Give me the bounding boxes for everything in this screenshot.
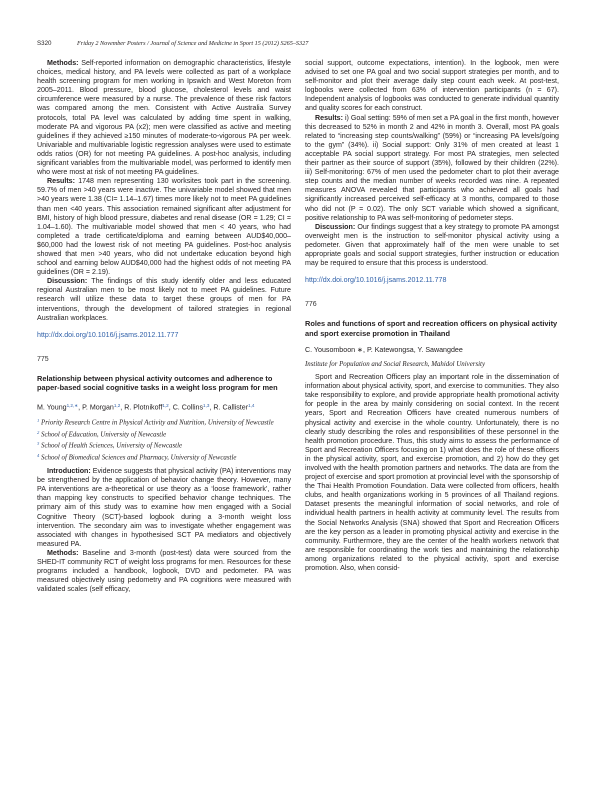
running-head (37, 40, 563, 48)
results-text: 1748 men representing 130 worksites took part in the screening. 59.7% of men >40 years were inactive. The univariable model showed that men >40 years were 1.38 (CI= 1.14–1.67) times more likely not to meet PA guidelines than men <40 years. This association remained significant after adjustment for BMI, history of high blood pressure, diabetes and renal disease (OR = 1.29; CI = 1.04–1.60). The multivariable model showed that men < 40 years, who had completed a trade certificate/diploma and earning between AUD$40,000–$60,000 had the lowest risk of not meeting PA guidelines. Post-hoc analysis showed that men >40 years, who did not undertake education beyond high school and earning below AUD$40,000 had the highest odds of not meeting PA guidelines (OR = 2.19). (37, 177, 291, 277)
journal-citation: Friday 2 November Posters / Journal of Science and Medicine in Sport 15 (2012) S265–S327 (77, 40, 309, 47)
discussion-paragraph-775 (305, 223, 559, 268)
abstract-number-775: 775 (37, 355, 49, 363)
continued-paragraph: social support, outcome expectations, intention). In the logbook, men were advised to set one PA goal and two social support strategies per month, and to self-monitor and plot their average daily step count each week. At post-test, logbooks were collected from 63% of intervention participants (n = 67). Independent analysis of logbooks was conducted to generate individual quantity and quality scores for each construct. (305, 59, 559, 113)
discussion-text-775: Our findings suggest that a key strategy to promote PA amongst overweight men is the instruction to self-monitor physical activity using a pedometer. Given that approximately half of the men were unable to set appropriate goals and social support strategies, further instruction or education may be required to ensure that this process is understood. (305, 222, 559, 268)
left-column (37, 59, 291, 594)
abstract-body-776: Sport and Recreation Officers play an important role in the dissemination of information about physical activity, sport, and exercise to communities. They also take responsibility to explore, and provide appropriate health promotional activity for people in the area by mainly considering on social context. In the recent years, Sport and Recreation Officers have created numerous numbers of physical activity and exercise in the whole country. Unfortunately, there is no clearly study describing the roles and responsibilities of these personnel in the health promotion procedure. Thus, this study aims to assess the performance of Sport and Recreation Officers focusing on 1) what does the role of these officers in the physical activity, sport, and exercise promotion, and 2) how do they get involved with the health promotion partners and networks. The data are from the project of exercise and sport promotion at provincial level with the sponsorship of the Thai Health Promotion Foundation. Data were collected from officers, health clubs, and health organizations working in 5 provinces of all Thailand regions. Dataset presents the meaningful information of social networks, and role of individual health partners in health activity at community level. The results from the Social Networks Analysis (SNA) showed that Sport and Recreation Officers are the key person as a leader in promoting physical activity and exercise in the community. Furthermore, they are the center of the health workers network that are responsible for coordinating the work ties and maintaining the relationship among organizations related to the physical activity, sport and exercise promotion. Also, when consid- (305, 373, 559, 573)
discussion-paragraph (37, 277, 291, 322)
author-name: P. Morgan (82, 403, 114, 412)
discussion-label-775: Discussion: (315, 222, 356, 231)
abstract-title-776: Roles and functions of sport and recreation officers on physical activity and sport exercise promotion in Thailand (305, 319, 558, 338)
affiliation-item: $^4$ School of Biomedical Sciences and Pharmacy, University of Newcastle (37, 452, 237, 462)
page-number: S320 (37, 40, 52, 47)
author-name: R. Callister (213, 403, 249, 412)
author-name: M. Young (37, 403, 67, 412)
affiliation-item: $^2$ School of Education, University of Newcastle (37, 429, 167, 439)
author-affiliation-marker[interactable]: 1,4 (248, 402, 255, 408)
abstract-title-775: Relationship between physical activity outcomes and adherence to paper-based social cognitive tasks in a weight loss program for men (37, 373, 278, 393)
author-list-775: M. Young$^{1,2,∗}$, P. Morgan$^{1,2}$, R. Plotnikoff$^{1,2}$, C. Collins$^{1,3}$, R. Callister$^{1,4}$ (37, 402, 255, 412)
author-name: C. Collins (172, 403, 204, 412)
discussion-label: Discussion: (47, 277, 88, 286)
author-affiliation-marker[interactable]: 1,2,∗ (66, 402, 79, 408)
results-text-775: i) Goal setting: 59% of men set a PA goal in the first month, however this decreased to 52% in month 2 and 42% in month 3. Overall, most PA goals related to “increasing step counts/walking” (59%) or “increasing PA levels/going to the gym” (34%). ii) Social support: Only 31% of men created at least 1 acceptable PA social support strategy. For most PA strategies, men selected their partner as their source of support (35%), followed by their children (22%). iii) Self-monitoring: 67% of men used the pedometer chart to plot their average step counts and the median number of weeks recorded was nine. A repeated measures ANOVA revealed that participants who achieved all goals had significantly increased perceived self-efficacy at 3 months, compared to those who did not (P = 0.02). The only SCT variable which showed a significant, positive relationship to PA was self-monitoring of pedometer steps. (305, 113, 559, 222)
doi-link-777[interactable]: http://dx.doi.org/10.1016/j.jsams.2012.11.777 (37, 330, 179, 339)
author-affiliation-marker[interactable]: 1,3 (203, 402, 210, 408)
affiliation-item: $^3$ School of Health Sciences, University of Newcastle (37, 441, 183, 450)
methods-text: Self-reported information on demographic characteristics, lifestyle choices, medical history, and PA levels were collected as part of a workplace health screening program for men working in Ipswich and West Moreton from 2005–2011. Blood pressure, blood glucose, cholesterol levels and waist circumference were measured by a nurse. The prevalence of these risk factors was compared among the men. Consistent with Active Australia Survey protocols, total PA level was calculated by adding time spent in walking, moderate PA and vigorous PA (x2); men were classified as active and meeting guidelines if they achieved ≥150 minutes of moderate-to-vigorous PA per week. Univariable and multivariable logistic regression analyses were used to estimate odds ratios (OR) for not meeting PA guidelines. A post-hoc analysis, including significant variables from the multivariable model, was performed to identify men who were most at risk of not meeting PA guidelines. (37, 59, 291, 177)
author-affiliation-marker[interactable]: 1,2 (162, 402, 169, 408)
introduction-paragraph (37, 467, 291, 549)
right-column (305, 59, 559, 573)
author-name: R. Plotnikoff (124, 403, 163, 412)
methods-label-775: Methods: (47, 548, 79, 557)
affiliation-list (37, 417, 291, 463)
methods-paragraph-775 (37, 549, 291, 594)
results-paragraph-775 (305, 114, 559, 223)
introduction-text: Evidence suggests that physical activity (PA) interventions may be strengthened by the application of behavior change theory. However, many PA interventions are a-theoretical or use theory as a ‘loose framework’, rather than mapping key constructs to specified behavior change techniques. The primary aim of this study was to examine how men engaged with a Social Cognitive Theory (SCT)-based logbook during a 3-month weight loss intervention. The secondary aim was to investigate whether engagement was associated with changes in hypothesised SCT PA mediators and objectively measured PA. (37, 467, 291, 548)
methods-paragraph (37, 59, 291, 177)
author-list-776: C. Yousomboon ∗, P. Katewongsa, Y. Sawangdee (305, 345, 463, 354)
affiliation-item: $^1$ Priority Research Centre in Physical Activity and Nutrition, University of Newcastle (37, 418, 274, 427)
institute-name: Institute for Population and Social Research, Mahidol University (305, 361, 486, 369)
results-paragraph (37, 177, 291, 277)
author-affiliation-marker[interactable]: 1,2 (113, 402, 121, 408)
results-label: Results: (47, 177, 75, 186)
results-label-775: Results: (315, 113, 343, 122)
doi-link-778[interactable]: http://dx.doi.org/10.1016/j.jsams.2012.11.778 (305, 276, 447, 285)
abstract-number-776: 776 (305, 301, 317, 309)
introduction-label: Introduction: (47, 467, 91, 476)
methods-text-775: Baseline and 3-month (post-test) data were sourced from the SHED-IT community RCT of weight loss programs for men. Resources for these programs included a handbook, logbook, DVD and pedometer. PA was measured objectively using pedometry and PA cognitions were measured with validated scales (self efficacy, (37, 548, 292, 594)
methods-label: Methods: (47, 59, 79, 67)
discussion-text: The findings of this study identify older and less educated regional Australian men to be most likely not to meet PA guidelines. Future research will utilize these data to target these groups of men for PA interventions, through the development of tailored strategies in regional Australian workplaces. (37, 277, 291, 322)
